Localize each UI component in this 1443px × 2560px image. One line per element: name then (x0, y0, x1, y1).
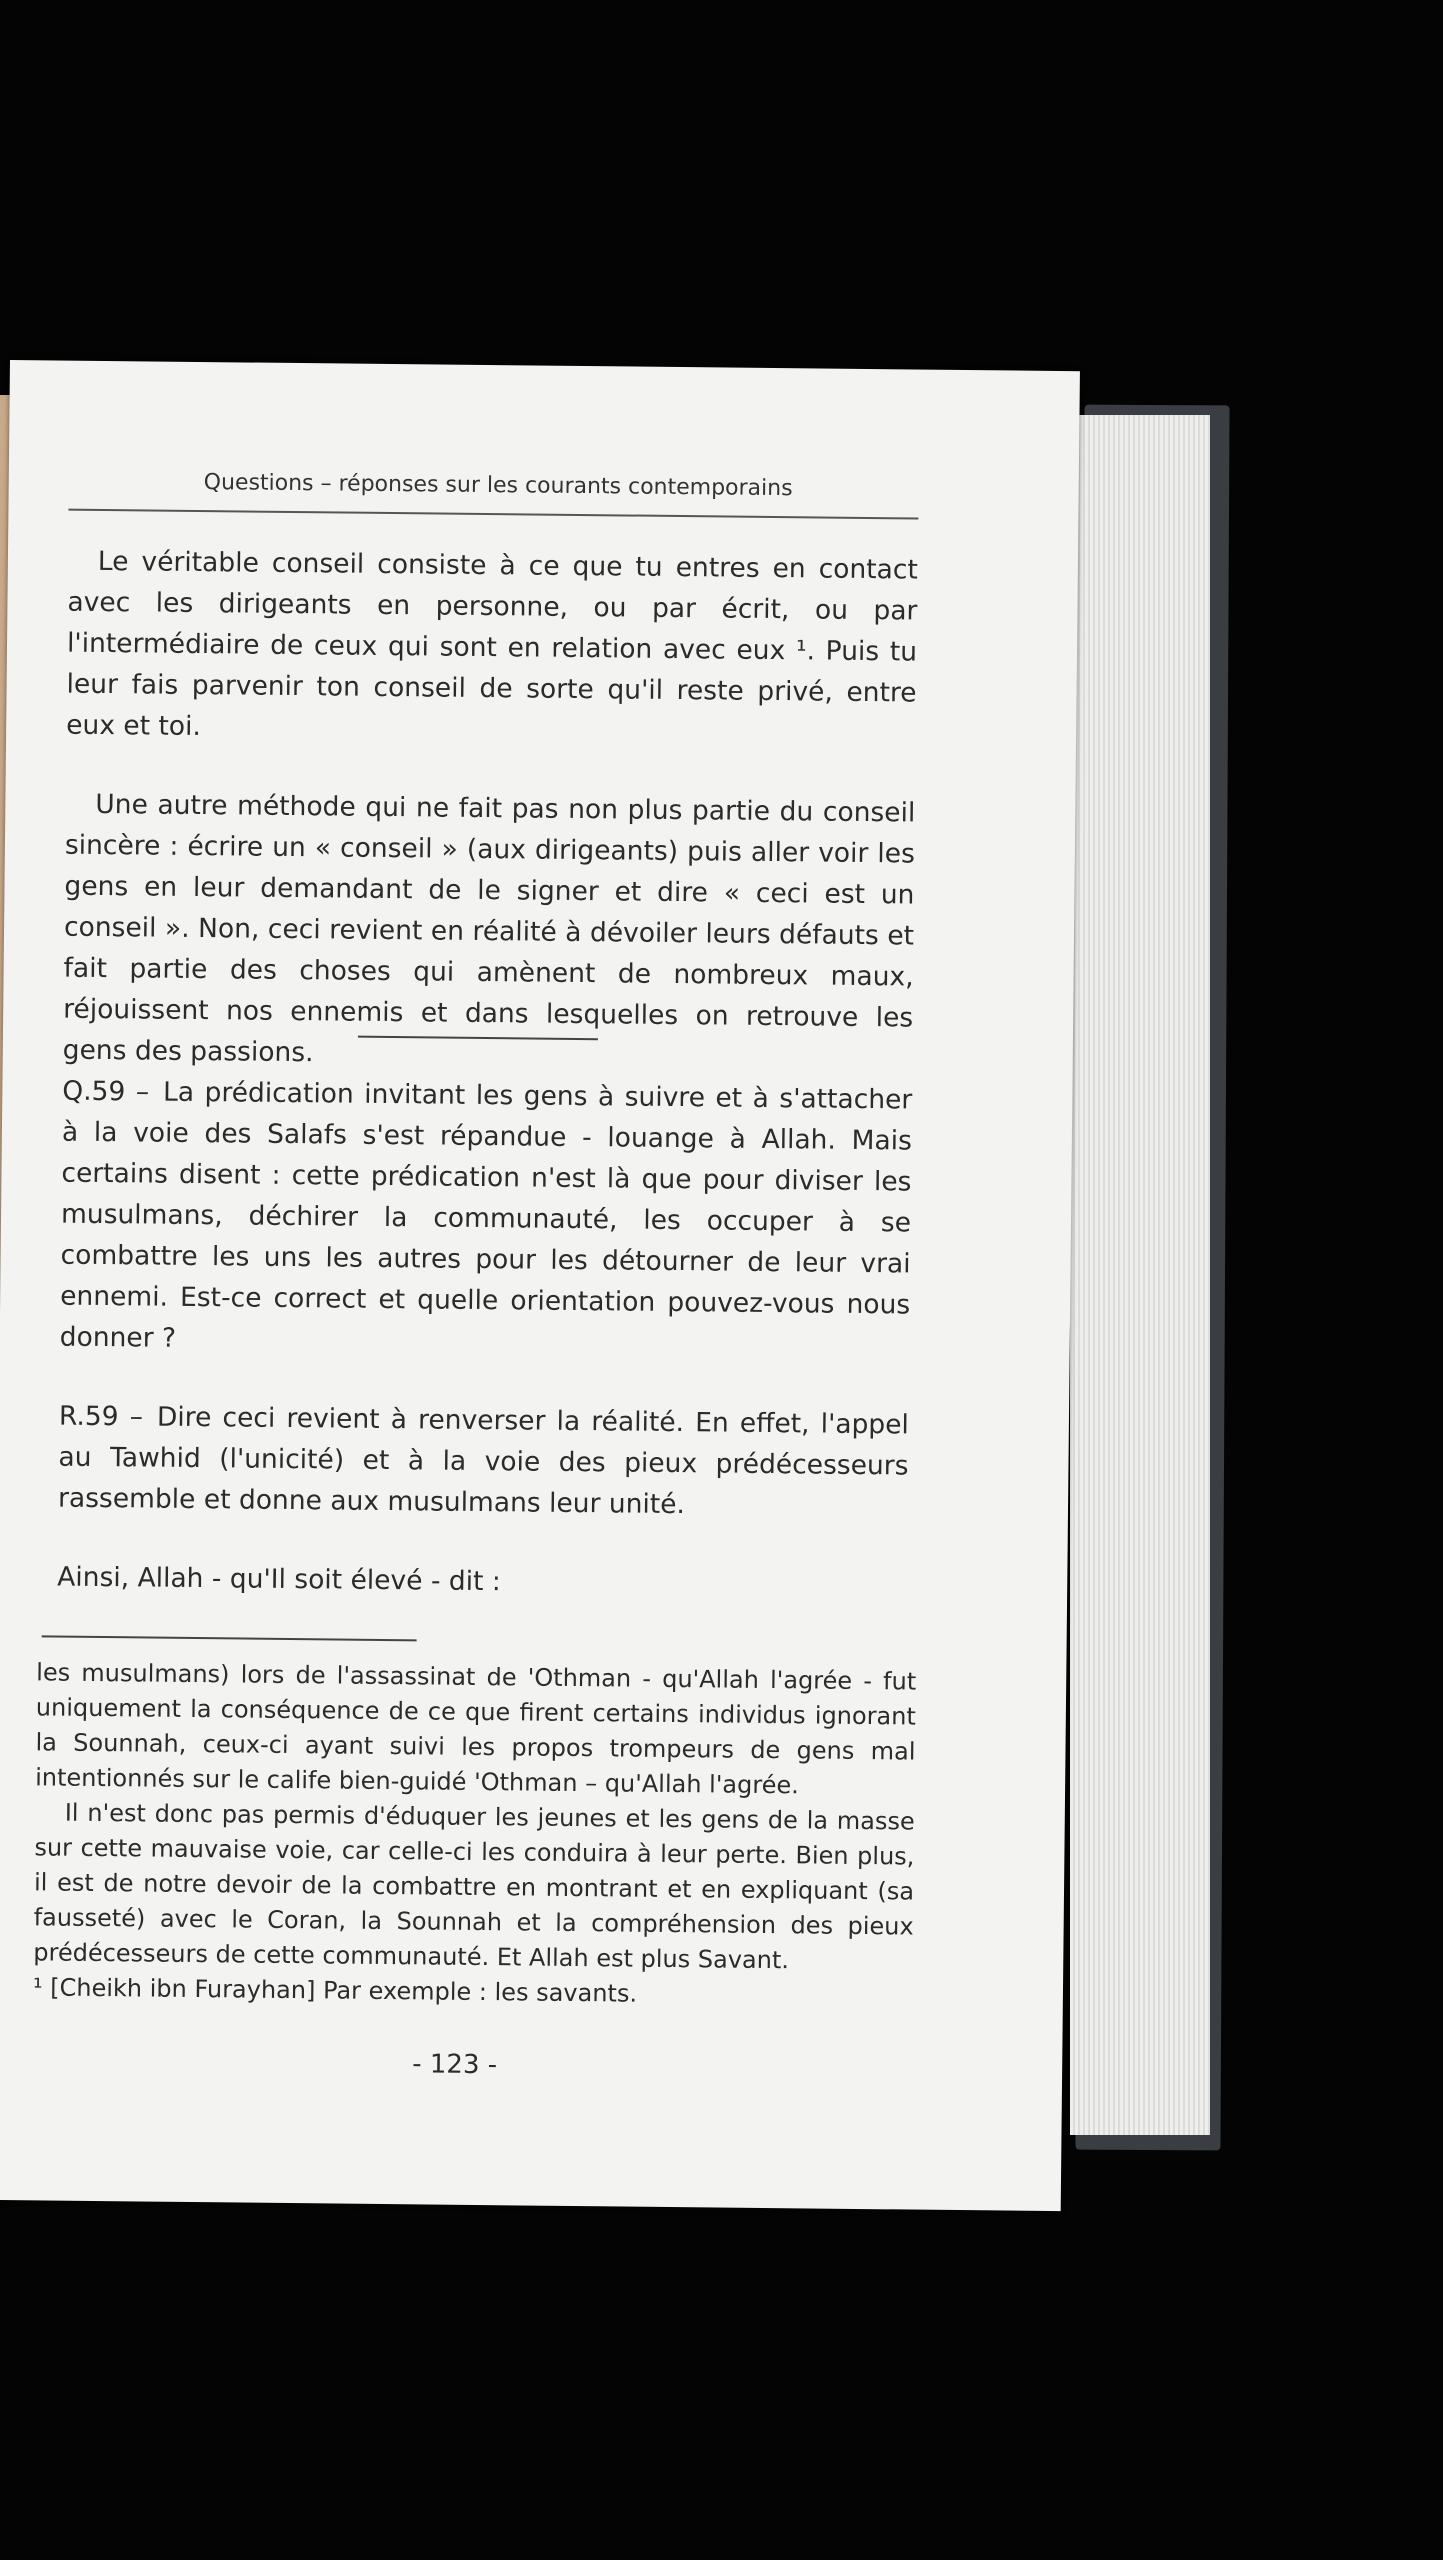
header-rule (68, 509, 918, 520)
footnote-1: ¹ [Cheikh ibn Furayhan] Par exemple : les savants. (32, 1973, 638, 2008)
page-edges (1070, 415, 1210, 2135)
body-block-1 (62, 541, 918, 1118)
footnote-second: Il n'est donc pas permis d'éduquer les jeunes et les gens de la masse sur cette mauvaise voie, car celle-ci les conduira à leur perte. Bien plus, il est de notre devoir de la combattre en montrant et en expliquant (sa fausseté) avec le Coran, la Sounnah et la compréhension des pieux prédécesseurs de cette communauté. Et Allah est plus Savant. (33, 1798, 915, 1975)
page-number: - 123 - (412, 2049, 498, 2081)
answer-label: R.59 – (58, 1400, 144, 1433)
question-label: Q.59 – (62, 1075, 150, 1108)
paragraph-methode: Une autre méthode qui ne fait pas non plus partie du conseil sincère : écrire un « conseil » (aux dirigeants) puis aller voir les gens en leur demandant de le signer et dire « ceci est un conseil ». Non, ceci revient en réalité à dévoiler leurs défauts et fait partie des choses qui amènent de nombreux maux, réjouissent nos ennemis et dans lesquelles on retrouve les gens des passions. (62, 788, 916, 1069)
answer-59 (58, 1396, 909, 1528)
body-block-2 (57, 1071, 913, 1645)
footnotes (33, 1655, 917, 2014)
book-page (0, 360, 1080, 2211)
answer-text: Dire ceci revient à renverser la réalité. En effet, l'appel au Tawhid (l'unicité) et à la voie des pieux prédécesseurs rassemble et donne aux musulmans leur unité. (57, 1401, 910, 1521)
paragraph-conseil: Le véritable conseil consiste à ce que tu entres en contact avec les dirigeants en personne, ou par écrit, ou par l'intermédiaire de ceux qui sont en relation avec eux ¹. Puis tu leur fais parvenir ton conseil de sorte qu'il reste privé, entre eux et toi. (66, 545, 919, 743)
question-text: La prédication invitant les gens à suivre et à s'attacher à la voie des Salafs s'est répandue - louange à Allah. Mais certains disent : cette prédication n'est là que pour diviser les musulmans, déchirer la communauté, les occuper à se combattre les uns les autres pour les détourner de leur vrai ennemi. Est-ce correct et quelle orientation pouvez-vous nous donner ? (59, 1076, 913, 1354)
question-59 (60, 1071, 913, 1367)
footnote-continuation: les musulmans) lors de l'assassinat de 'Othman - qu'Allah l'agrée - fut uniquement la conséquence de ce que firent certains individus ignorant la Sounnah, ceux-ci ayant suivi les propos trompeurs de gens mal intentionnés sur le calife bien-guidé 'Othman – qu'Allah l'agrée. (35, 1658, 917, 1800)
running-header: Questions – réponses sur les courants contemporains (203, 470, 793, 502)
quote-intro: Ainsi, Allah - qu'Il soit élevé - dit : (57, 1561, 501, 1598)
